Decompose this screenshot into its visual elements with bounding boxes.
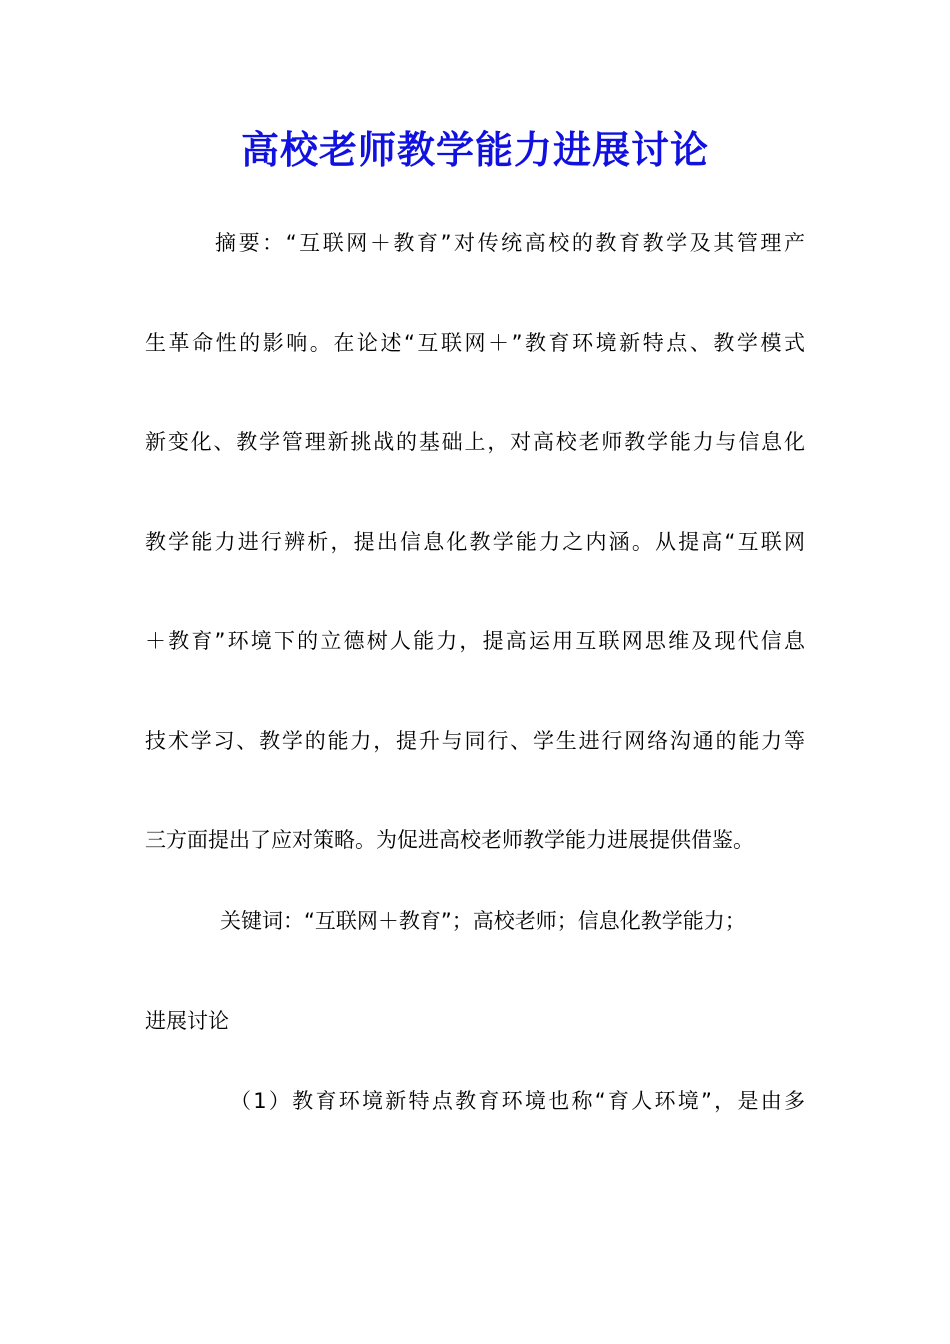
- abstract-line-5: ＋教育”环境下的立德树人能力，提高运用互联网思维及现代信息: [145, 629, 805, 653]
- abstract-line-1: 摘要：“互联网＋教育”对传统高校的教育教学及其管理产: [215, 231, 805, 255]
- document-title: 高校老师教学能力进展讨论: [240, 127, 709, 172]
- abstract-line-4: 教学能力进行辨析，提出信息化教学能力之内涵。从提高“互联网: [145, 530, 805, 554]
- abstract-line-7: 三方面提出了应对策略。为促进高校老师教学能力进展提供借鉴。: [145, 828, 754, 852]
- abstract-line-3: 新变化、教学管理新挑战的基础上，对高校老师教学能力与信息化: [145, 430, 805, 454]
- abstract-line-6: 技术学习、教学的能力，提升与同行、学生进行网络沟通的能力等: [145, 729, 805, 753]
- abstract-line-2: 生革命性的影响。在论述“互联网＋”教育环境新特点、教学模式: [145, 331, 805, 355]
- keywords-continuation: 进展讨论: [145, 1009, 229, 1033]
- keywords-line: 关键词：“互联网＋教育”；高校老师；信息化教学能力；: [220, 909, 746, 933]
- section-first-line: （1）教育环境新特点教育环境也称“育人环境”，是由多: [230, 1089, 805, 1113]
